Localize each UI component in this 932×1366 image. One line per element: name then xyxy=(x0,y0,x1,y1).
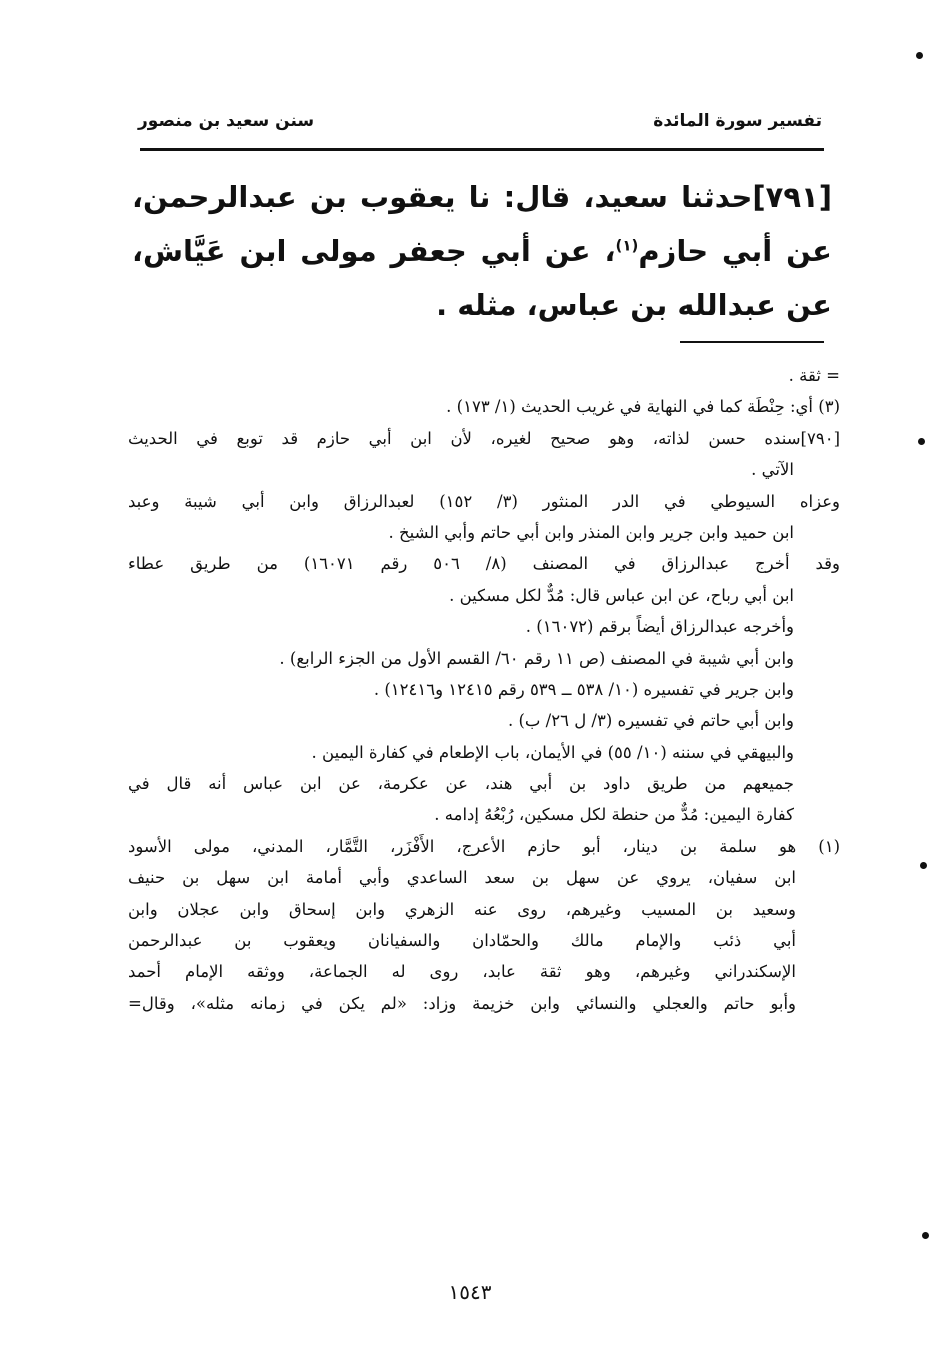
footnotes xyxy=(128,360,840,1019)
running-head-left: سنن سعيد بن منصور xyxy=(138,111,315,131)
footnote-line: كفارة اليمين: مُدٌّ من حنطة لكل مسكين، رُبْعُهُ إدامه . xyxy=(434,805,794,825)
footnote-line: [٧٩٠]سنده حسن لذاته، وهو صحيح لغيره، لأن ابن أبي حازم قد توبع في الحديث xyxy=(128,428,840,448)
hadith-text-a: حدثنا سعيد، قال: نا يعقوب بن عبدالرحمن، عن أبي حازم xyxy=(132,180,832,268)
footnote-line: وابن أبي حاتم في تفسيره (٣/ ل ٢٦/ ب) . xyxy=(507,711,794,731)
footnote-line: الإسكندراني وغيرهم، وهو ثقة عابد، روى له الجماعة، ووثقه الإمام أحمد xyxy=(128,962,796,982)
footnote-line: وابن أبي شيبة في المصنف (ص ١١ رقم ٦٠/ القسم الأول من الجزء الرابع) . xyxy=(279,648,794,668)
page-number: ١٥٤٣ xyxy=(448,1280,492,1304)
footnote-line: الآتي . xyxy=(751,460,794,480)
footnote-line: وابن جرير في تفسيره (١٠/ ٥٣٨ ــ ٥٣٩ رقم ١٢٤١٥ و١٢٤١٦) . xyxy=(373,679,794,699)
footnote-line: (١) هو سلمة بن دينار، أبو حازم الأعرج، الأَفْزَر، التَّمَّار، المدني، مولى الأسود xyxy=(128,836,840,856)
footnote-line: وعزاه السيوطي في الدر المنثور (٣/ ١٥٢) لعبدالرزاق وابن أبي شيبة وعبد xyxy=(128,491,840,511)
footnote-line: وأخرجه عبدالرزاق أيضاً برقم (١٦٠٧٢) . xyxy=(525,617,794,637)
footnote-ref: (١) xyxy=(615,236,639,255)
footnote-line: وقد أخرج عبدالرزاق في المصنف (٨/ ٥٠٦ رقم ١٦٠٧١) من طريق عطاء xyxy=(128,554,840,574)
footnote-line: ابن سفيان، يروي عن سهل بن سعد الساعدي وأبي أمامة ابن سهل بن حنيف xyxy=(128,868,796,888)
margin-dot xyxy=(916,52,923,59)
footnote-line: وأبو حاتم والعجلي والنسائي وابن خزيمة وزاد: «لم يكن في زمانه مثله»، وقال= xyxy=(128,993,796,1013)
footnote-line: = ثقة . xyxy=(788,366,840,385)
running-head xyxy=(138,104,822,138)
footnote-line: والبيهقي في سننه (١٠/ ٥٥) في الأيمان، باب الإطعام في كفارة اليمين . xyxy=(311,742,794,762)
footnote-line: ابن أبي رباح، عن ابن عباس قال: مُدٌّ لكل مسكين . xyxy=(449,585,794,605)
margin-dot xyxy=(920,862,927,869)
running-head-right: تفسير سورة المائدة xyxy=(653,111,822,131)
footnote-rule xyxy=(680,341,824,343)
margin-dot xyxy=(918,438,925,445)
hadith-text xyxy=(132,170,832,332)
footnote-line: جميعهم من طريق داود بن أبي هند، عن عكرمة، عن ابن عباس أنه قال في xyxy=(128,774,794,794)
footnote-line: (٣) أي: حِنْطَة كما في النهاية في غريب الحديث (١/ ١٧٣) . xyxy=(446,397,840,417)
footnote-line: ابن حميد وابن جرير وابن المنذر وابن أبي حاتم وأبي الشيخ . xyxy=(388,522,794,542)
hadith-number: [٧٩١] xyxy=(752,180,832,214)
hadith-text-b: ، عن أبي جعفر مولى ابن عَيَّاش، عن عبدالله بن عباس، مثله . xyxy=(132,234,832,322)
header-rule xyxy=(140,148,824,151)
footnote-line: أبي ذئب والإمام مالك والحمّادان والسفيانان ويعقوب بن عبدالرحمن xyxy=(128,931,796,951)
margin-dot xyxy=(922,1232,929,1239)
footnote-line: وسعيد بن المسيب وغيرهم، روى عنه الزهري وابن إسحاق وابن عجلان وابن xyxy=(128,899,796,919)
